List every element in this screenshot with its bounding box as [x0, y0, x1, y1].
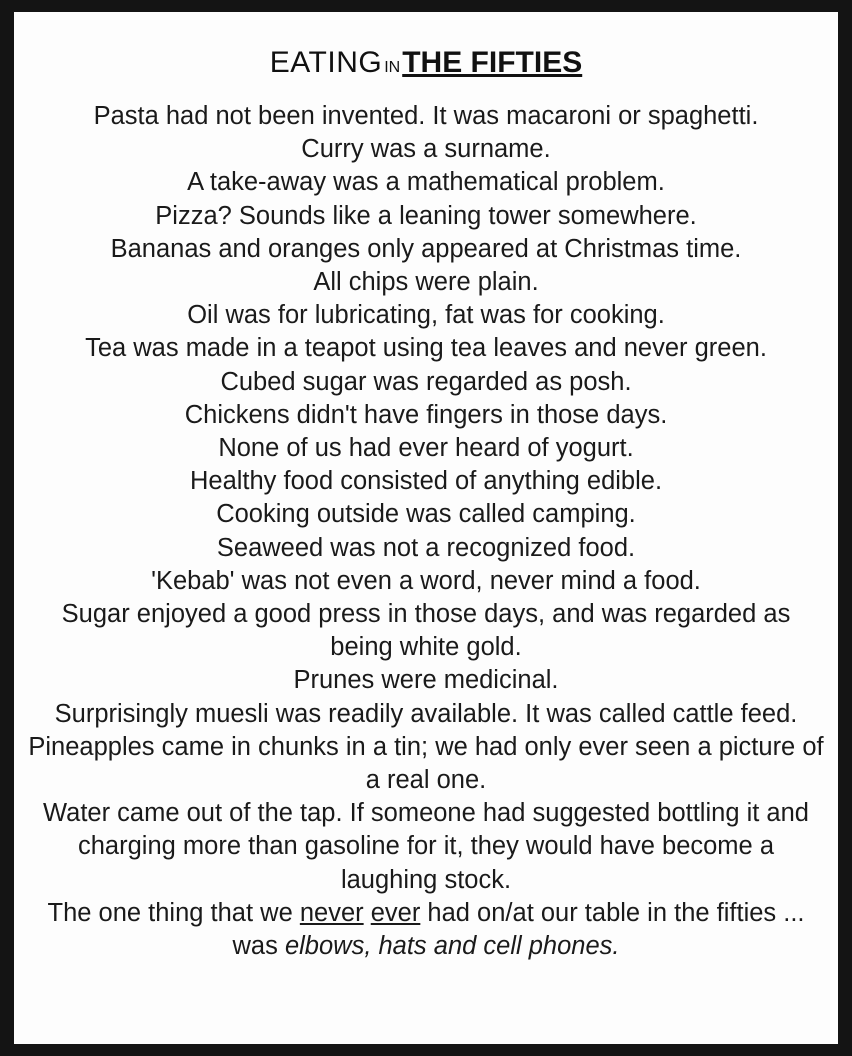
body-line: Cooking outside was called camping. [216, 500, 636, 529]
final-line-space [364, 899, 371, 927]
body-line: None of us had ever heard of yogurt. [218, 434, 634, 463]
title-emphasis-text: THE FIFTIES [402, 46, 583, 79]
body-line: 'Kebab' was not even a word, never mind a food. [151, 566, 701, 595]
body-line: Bananas and oranges only appeared at Christmas time. [110, 234, 742, 263]
document-page [14, 12, 838, 1044]
body-line: Seaweed was not a recognized food. [216, 533, 636, 562]
body-line: Tea was made in a teapot using tea leaves and never green. [85, 334, 767, 363]
body-line: Healthy food consisted of anything edible. [189, 467, 663, 496]
title-connector-text: IN [384, 59, 401, 76]
body-line: Cubed sugar was regarded as posh. [220, 367, 632, 396]
body-line: Chickens didn't have fingers in those days. [184, 400, 668, 429]
final-line-italic: elbows, hats and cell phones. [284, 932, 620, 961]
body-final-line [28, 897, 824, 963]
body-line: Surprisingly muesli was readily available. It was called cattle feed. [54, 699, 798, 728]
final-line-before: The one thing that we [47, 898, 300, 927]
final-line-underline-ever: ever [370, 898, 421, 927]
title-main-text: EATING [269, 46, 383, 79]
final-line-after: had on/at our table in the fifties ... was [232, 898, 805, 961]
final-line-underline-never: never [299, 898, 364, 927]
body-line: Prunes were medicinal. [293, 666, 559, 695]
body-line: Pizza? Sounds like a leaning tower somewhere. [155, 201, 697, 230]
body-line: All chips were plain. [313, 268, 539, 297]
body-line: Sugar enjoyed a good press in those days, and was regarded as being white gold. [61, 600, 791, 662]
body-line: Oil was for lubricating, fat was for cooking. [187, 301, 665, 330]
document-body [28, 100, 824, 963]
body-line: Pasta had not been invented. It was macaroni or spaghetti. [93, 102, 759, 130]
body-line: A take-away was a mathematical problem. [187, 168, 665, 197]
page-title [28, 46, 824, 80]
body-line: Pineapples came in chunks in a tin; we had only ever seen a picture of a real one. [28, 732, 824, 795]
body-line: Curry was a surname. [301, 135, 551, 164]
body-line: Water came out of the tap. If someone had suggested bottling it and charging more than gasoline for it, they would have become a laughing stock. [43, 799, 809, 894]
